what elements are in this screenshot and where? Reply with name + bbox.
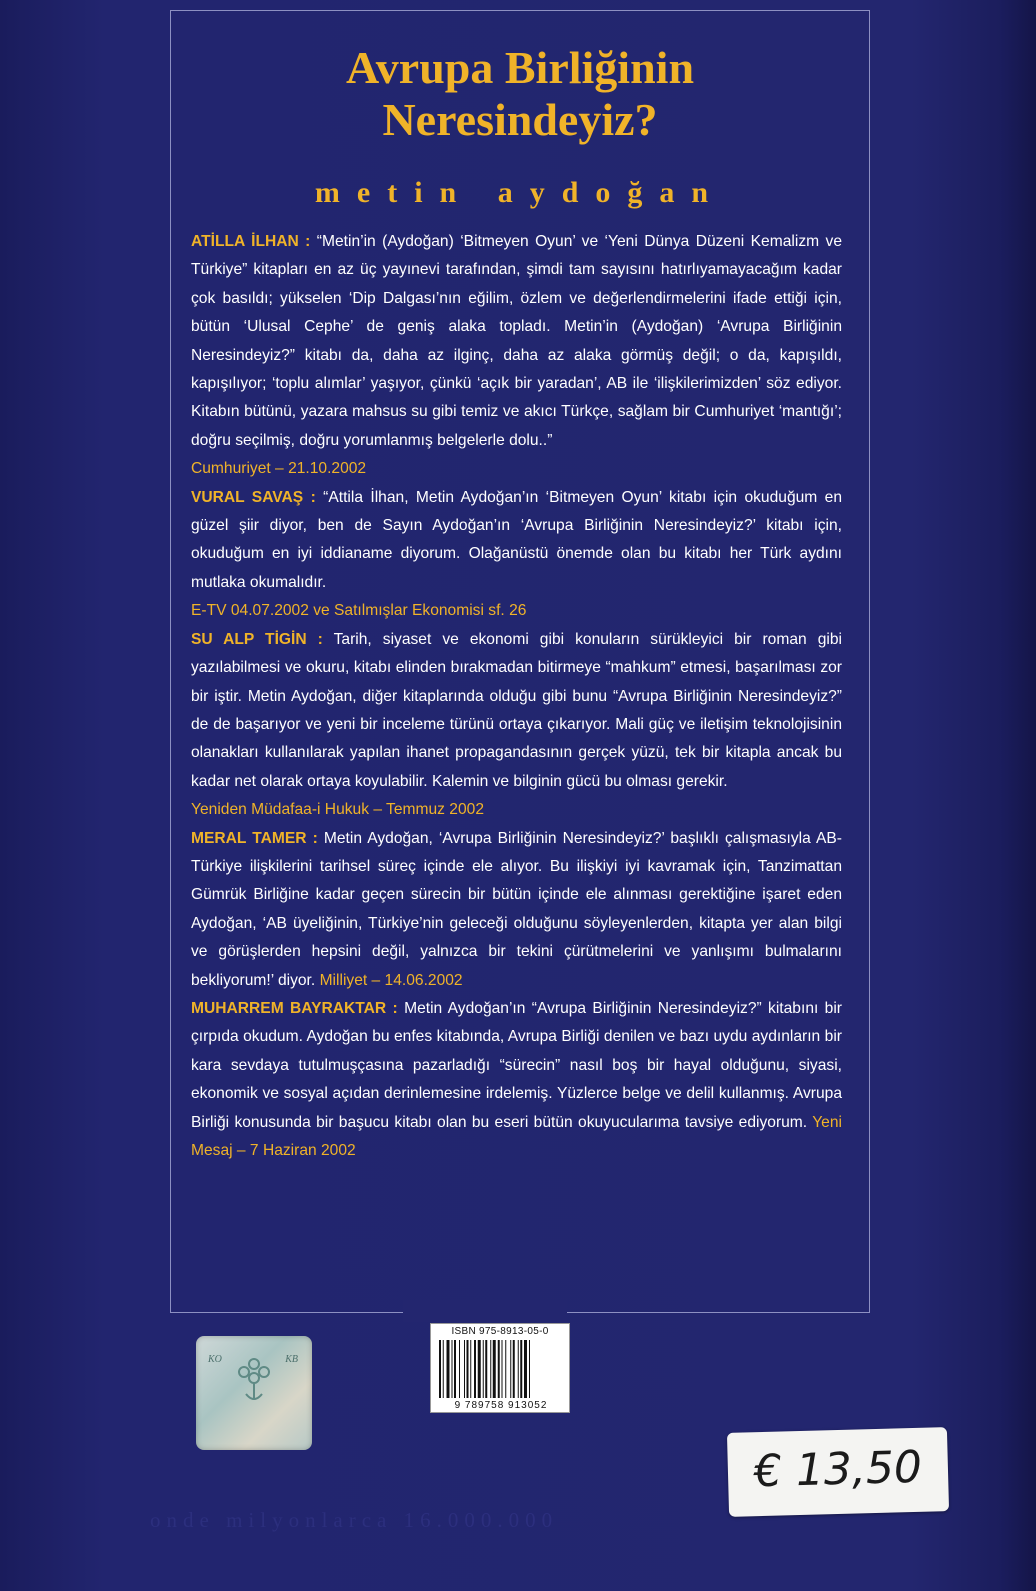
price-sticker: [727, 1427, 949, 1517]
faded-bottom-text: onde milyonlarca 16.000.000: [150, 1508, 559, 1532]
book-title-line-1: Avrupa Birliğinin: [345, 42, 695, 93]
barcode-bar: [524, 1340, 527, 1398]
review-source: Yeni Mesaj – 7 Haziran 2002: [191, 1113, 842, 1159]
hologram-sticker: [196, 1336, 312, 1450]
hologram-left-text: KO: [208, 1354, 222, 1365]
review-source: Yeniden Müdafaa-i Hukuk – Temmuz 2002: [191, 801, 484, 819]
review-source: Cumhuriyet – 21.10.2002: [191, 460, 367, 478]
barcode-bar: [439, 1340, 441, 1398]
hologram-emblem-icon: [226, 1350, 282, 1406]
barcode-bar: [485, 1340, 487, 1398]
barcode-bar: [454, 1340, 456, 1398]
reviewer-name: SU ALP TİGİN :: [191, 630, 323, 648]
barcode-bar: [459, 1340, 460, 1398]
barcode-bar: [443, 1340, 444, 1398]
review-text: “Attila İlhan, Metin Aydoğan’ın ‘Bitmeyen Oyun’ kitabı için okuduğum en güzel şiir diyor, ben de Sayın Aydoğan’ın ‘Avrupa Birliğinin Neresindeyiz?’ kitabı için, okuduğum en iyi iddianame diyorum. Olağanüstü önemde olan bu kitabı her Türk aydını mutlaka okumalıdır.: [191, 488, 842, 591]
barcode-bar: [493, 1340, 496, 1398]
isbn-barcode: [430, 1323, 570, 1413]
barcode-bar: [490, 1340, 491, 1398]
reviewer-name: ATİLLA İLHAN :: [191, 233, 311, 250]
review-atilla-ilhan: [191, 228, 842, 484]
isbn-number: ISBN 975-8913-05-0: [451, 1326, 549, 1337]
barcode-bar: [518, 1340, 519, 1398]
reviews-section: [191, 228, 842, 1165]
book-title-line-2: Neresindeyiz?: [382, 94, 658, 145]
review-text: Tarih, siyaset ve ekonomi gibi konuların sürükleyici bir roman gibi yazılabilmesi ve okuru, kitabı elinden bırakmadan bitirmeye “mahkum” etmesi, başarılması zor bir iştir. Metin Aydoğan, diğer kitaplarında olduğu gibi bunu “Avrupa Birliğinin Neresindeyiz?” de de başarıyor ve yeni bir inceleme türünü ortaya çıkarıyor. Mali güç ve iletişim teknolojisinin olanakları kullanılarak yapılan ihanet propagandasının gerçek yüzü, tek bir kitapla ancak bu kadar net olarak ortaya koyulabilir. Kalemin ve bilginin gücü bu olması gerekir.: [191, 630, 842, 790]
reviewer-name: MERAL TAMER :: [191, 829, 318, 847]
hologram-right-text: KB: [285, 1354, 298, 1365]
review-muharrem-bayraktar: [191, 995, 842, 1165]
spine-edge: [1000, 0, 1036, 1591]
review-su-alp-tigin: [191, 626, 842, 825]
barcode-bar: [483, 1340, 484, 1398]
barcode-bar: [529, 1340, 530, 1398]
review-meral-tamer: [191, 825, 842, 995]
barcode-bar: [478, 1340, 481, 1398]
price-label: € 13,50: [753, 1441, 923, 1498]
barcode-bar: [452, 1340, 453, 1398]
frame-notch: [403, 1300, 567, 1322]
book-title: [170, 42, 870, 146]
barcode-bar: [464, 1340, 465, 1398]
review-text: Metin Aydoğan’ın “Avrupa Birliğinin Neresindeyiz?” kitabını bir çırpıda okudum. Aydoğan bu enfes kitabında, Avrupa Birliği denilen ve bazı uydu aydınların bir kara sevdaya tutulmuşçasına pazarladığı “sürecin” nasıl boş bir hayal olduğunu, siyasi, ekonomik ve sosyal açıdan derinlemesine irdelemiş. Yüzlerce belge ve delil kullanmış. Avrupa Birliği konusunda bir başucu kitabı olan bu eseri bütün okuyucularıma tavsiye ediyorum.: [191, 999, 842, 1131]
barcode-bar: [502, 1340, 503, 1398]
barcode-bar: [510, 1340, 511, 1398]
reviewer-name: VURAL SAVAŞ :: [191, 488, 316, 506]
review-source: E-TV 04.07.2002 ve Satılmışlar Ekonomisi sf. 26: [191, 602, 527, 620]
author-name: metin aydoğan: [314, 176, 726, 209]
barcode-number: 9 789758 913052: [454, 1400, 548, 1411]
review-source: Milliyet – 14.06.2002: [319, 971, 463, 989]
review-text: Metin Aydoğan, ‘Avrupa Birliğinin Neresindeyiz?’ başlıklı çalışmasıyla AB-Türkiye ilişkilerini tarihsel süreç içinde ele alıyor. Bu ilişkiyi iyi kavramak için, Tanzimattan Gümrük Birliğine kadar geçen sürecin bir bütün içinde ele alınması gerektiğine işaret eden Aydoğan, ‘AB üyeliğinin, Türkiye’nin geleceği olduğunu söyleyenlerden, kitapta yer alan bilgi ve görüşlerden hepsini değil, yalnızca bir tekini çürütmelerini ve yanlışımı bulmalarını bekliyorum!’ diyor.: [191, 829, 842, 989]
barcode-bar: [470, 1340, 471, 1398]
barcode-bar: [520, 1340, 522, 1398]
barcode-bar: [467, 1340, 469, 1398]
barcode-bar: [447, 1340, 450, 1398]
review-text: “Metin’in (Aydoğan) ‘Bitmeyen Oyun’ ve ‘Yeni Dünya Düzeni Kemalizm ve Türkiye” kitapları en az üç yayınevi tarafından, şimdi tam sayısını hatırlıyamayacağım kadar çok basıldı; yükselen ‘Dip Dalgası’nın eğilim, özlem ve değerlendirmelerini ifade ettiği için, bütün ‘Ulusal Cephe’ de geniş alaka topladı. Metin’in (Aydoğan) ‘Avrupa Birliğinin Neresindeyiz?” kitabı da, daha az ilginç, daha az alaka görmüş değil; o da, kapışıldı, kapışılıyor; ‘toplu alımlar’ yaşıyor, çünkü ‘açık bir yaradan’, AB ile ‘ilişkilerimizden’ söz ediyor. Kitabın bütünü, yazara mahsus su gibi temiz ve akıcı Türkçe, sağlam bir Cumhuriyet ‘mantığı’; doğru seçilmiş, doğru yorumlanmış belgelerle dolu..”: [191, 233, 842, 449]
barcode-bars: [439, 1340, 563, 1398]
barcode-bar: [474, 1340, 476, 1398]
barcode-bar: [505, 1340, 506, 1398]
reviewer-name: MUHARREM BAYRAKTAR :: [191, 999, 398, 1017]
review-vural-savas: [191, 484, 842, 626]
barcode-bar: [498, 1340, 500, 1398]
barcode-bar: [513, 1340, 515, 1398]
